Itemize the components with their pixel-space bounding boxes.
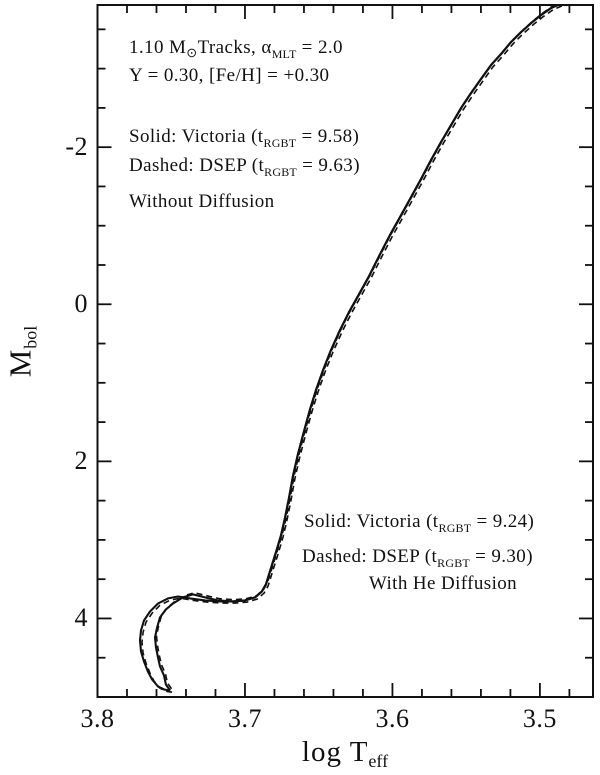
y-axis-label-main: M xyxy=(2,348,38,378)
trgbt-subscript: RGBT xyxy=(438,521,472,535)
legend-text: Solid: Victoria (t xyxy=(129,126,264,147)
y-tick-label--2: -2 xyxy=(65,132,88,162)
x-tick-label-3.8: 3.8 xyxy=(80,704,115,733)
legend-he-diffusion-caption: With He Diffusion xyxy=(368,573,518,594)
legend-value: = 9.30) xyxy=(469,546,533,567)
legend-he-diffusion-solid xyxy=(304,509,534,541)
trgbt-subscript: RGBT xyxy=(264,165,297,179)
x-tick-label-3.6: 3.6 xyxy=(375,704,410,733)
legend-no-diffusion-dashed xyxy=(129,153,360,185)
y-tick-label-4: 4 xyxy=(74,603,88,633)
legend-text: Solid: Victoria (t xyxy=(304,511,439,532)
header-mass-text: 1.10 M xyxy=(129,37,187,58)
legend-no-diffusion-caption: Without Diffusion xyxy=(129,191,275,212)
sun-symbol: ⊙ xyxy=(186,45,198,60)
y-tick-label-2: 2 xyxy=(74,446,88,476)
legend-text: Dashed: DSEP (t xyxy=(129,155,265,176)
alpha-subscript: MLT xyxy=(271,47,297,61)
x-tick-label-3.5: 3.5 xyxy=(522,704,557,733)
trgbt-subscript: RGBT xyxy=(437,556,470,570)
x-axis-label-subscript: eff xyxy=(368,751,389,771)
y-axis-label-subscript: bol xyxy=(20,325,41,349)
y-tick-label-0: 0 xyxy=(74,289,88,319)
x-axis-label-main: log T xyxy=(301,736,369,768)
x-axis-label xyxy=(245,736,445,772)
header-alpha-value: = 2.0 xyxy=(296,37,343,58)
legend-no-diffusion-solid xyxy=(129,124,359,156)
x-tick-label-3.7: 3.7 xyxy=(227,704,262,733)
trgbt-subscript: RGBT xyxy=(263,136,297,150)
legend-value: = 9.63) xyxy=(296,155,360,176)
annotation-header-line2: Y = 0.30, [Fe/H] = +0.30 xyxy=(129,65,330,86)
legend-value: = 9.24) xyxy=(471,511,535,532)
header-alpha-text: Tracks, α xyxy=(197,37,272,58)
legend-value: = 9.58) xyxy=(296,126,360,147)
legend-text: Dashed: DSEP (t xyxy=(302,546,438,567)
